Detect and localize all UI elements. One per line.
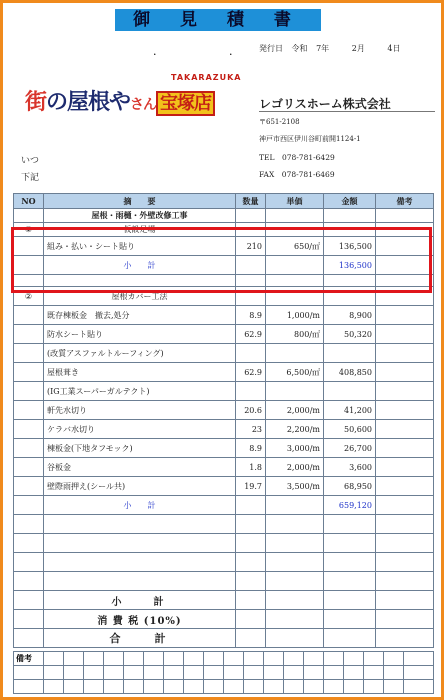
col-header: 単価 [266,194,324,209]
table-row: 軒先水切り 20.6 2,000/m 41,200 [14,401,434,420]
table-row [14,209,434,223]
section-no: ② [14,287,44,306]
table-row: 屋根葺き 62.9 6,500/㎡ 408,850 [14,363,434,382]
date-dot: . [229,45,233,58]
note-label: 備考 [14,652,44,666]
col-header: 備考 [376,194,434,209]
issue-date: 発行日 令和 7年 2月 4日 [259,44,401,53]
col-header: 金額 [324,194,376,209]
company-address: 神戸市西区伊川谷町前開1124-1 [259,135,361,143]
table-row: (IG工業スーパーガルテクト) [14,382,434,401]
table-row: 組み・払い・シート貼り 210 650/㎡ 136,500 [14,237,434,256]
table-row: ケラバ水切り 23 2,200/m 50,600 [14,420,434,439]
table-row: 防水シート貼り 62.9 800/㎡ 50,320 [14,325,434,344]
subtotal-row: 小 計 136,500 [14,256,434,275]
subtotal-row: 小 計 659,120 [14,496,434,515]
table-row: 壁際雨押え(シール共) 19.7 3,500/m 68,950 [14,477,434,496]
table-row: 既存棟板金 撤去,処分 8.9 1,000/m 8,900 [14,306,434,325]
table-row [14,287,434,306]
grand-total-row: 合 計 [14,629,434,648]
total-subtotal-row: 小 計 [14,591,434,610]
date-dot: . [153,45,157,58]
subject: 屋根・雨樋・外壁改修工事 [44,209,236,223]
logo-store: 宝塚店 [156,91,215,116]
table-header [14,194,434,209]
col-header: NO [14,194,44,209]
logo-name: の屋根や [46,90,131,115]
left-label: いつ [21,156,40,166]
document-title: 御 見 積 書 [115,9,321,31]
left-label: 下記 [21,173,40,183]
company-fax: FAX 078-781-6469 [259,170,335,179]
store-logo [25,73,242,123]
col-header: 数量 [236,194,266,209]
tax-row: 消 費 税 (10%) [14,610,434,629]
section-heading: 仮設足場 [44,223,236,237]
estimate-table [13,193,434,648]
company-postal: 〒651-2108 [259,118,300,126]
table-row [14,223,434,237]
table-row: (改質アスファルトルーフィング) [14,344,434,363]
table-row: 棟板金(下地タフモック) 8.9 3,000/m 26,700 [14,439,434,458]
table-row: 谷板金 1.8 2,000/m 3,600 [14,458,434,477]
section-heading: 屋根カバー工法 [44,287,236,306]
subtotal-value: 136,500 [324,256,376,275]
logo-house-char: 街 [25,90,47,115]
subtotal-value: 659,120 [324,496,376,515]
logo-san: さん [130,97,157,113]
col-header: 摘 要 [44,194,236,209]
company-tel: TEL 078-781-6429 [259,153,335,162]
divider [259,111,435,112]
company-name: レゴリスホーム株式会社 [259,97,391,111]
section-no: ① [14,223,44,237]
notes-table [13,651,434,694]
logo-roman: TAKARAZUKA [171,73,242,82]
